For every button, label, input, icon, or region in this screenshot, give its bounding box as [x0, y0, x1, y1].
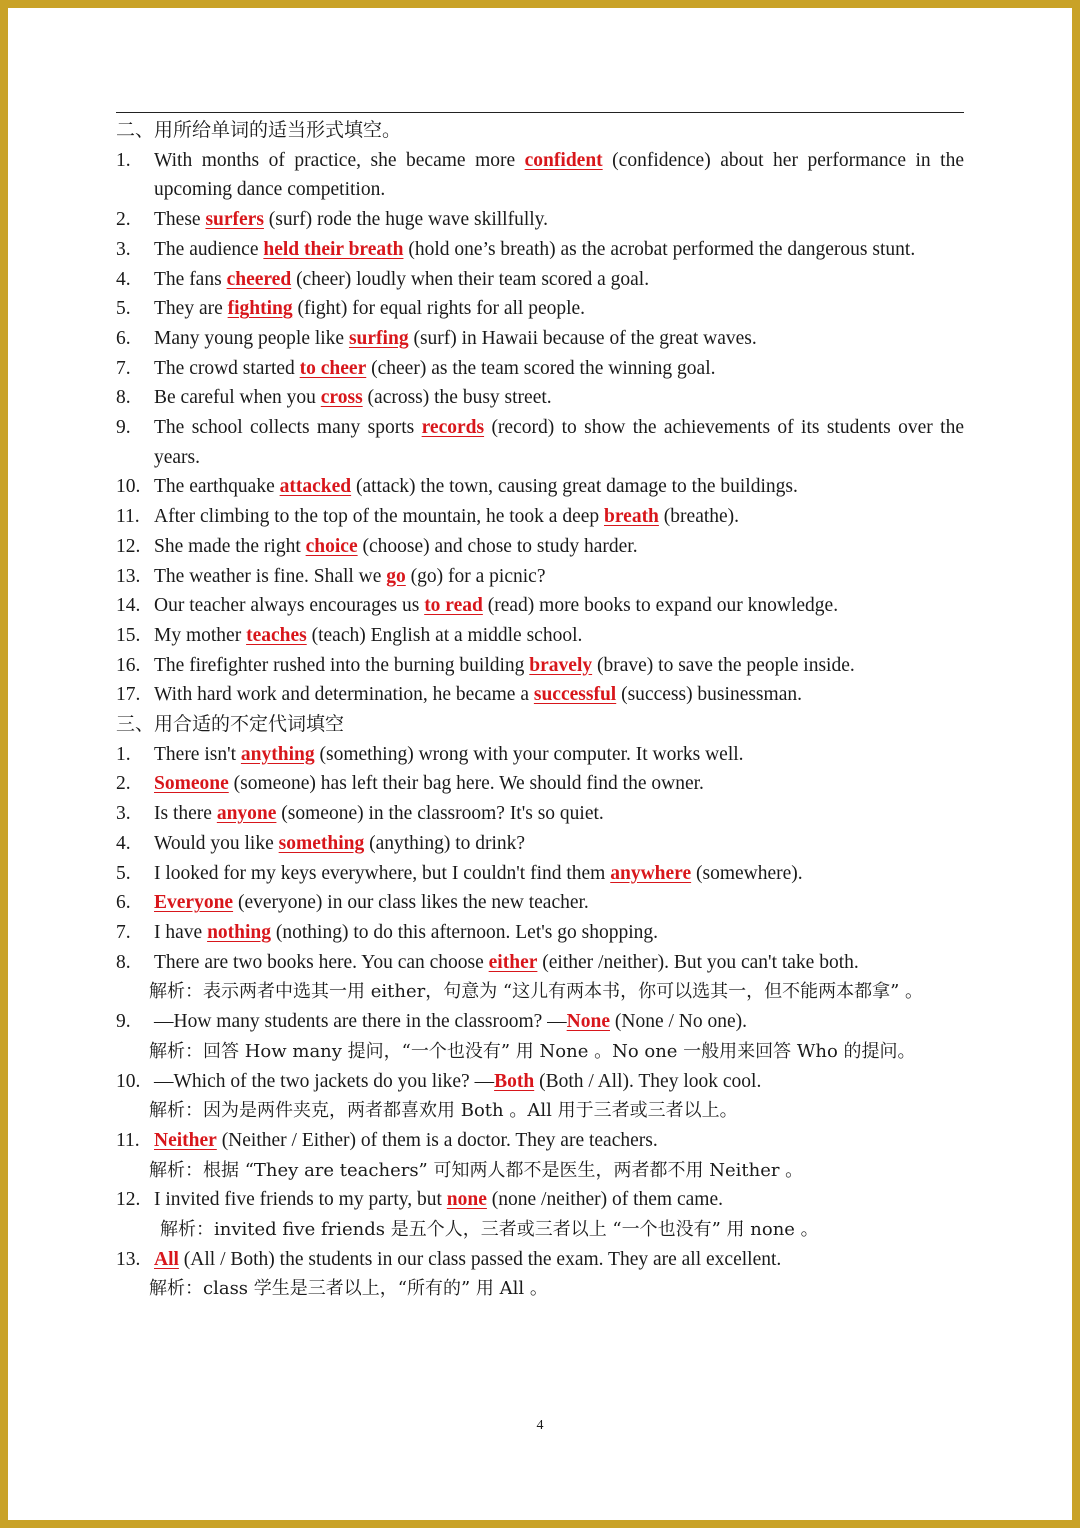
answer: Everyone — [154, 892, 234, 914]
s3-item: 4. Would you like something (anything) to drink? — [116, 832, 526, 854]
s2-item: 13. The weather is fine. Shall we go (go) for a picnic? — [116, 565, 546, 587]
answer: to read — [424, 595, 483, 617]
s3-item: 8. There are two books here. You can choose either (either /neither). But you can't take both. — [116, 951, 859, 973]
answer: Neither — [154, 1129, 217, 1151]
s2-item: 8. Be careful when you cross (across) the busy street. — [116, 387, 552, 409]
top-rule — [116, 112, 964, 113]
s3-item: 1. There isn't anything (something) wrong with your computer. It works well. — [116, 743, 744, 765]
s2-item: 10. The earthquake attacked (attack) the town, causing great damage to the buildings. — [116, 476, 798, 498]
s3-item: 7. I have nothing (nothing) to do this afternoon. Let's go shopping. — [116, 921, 658, 943]
answer: none — [446, 1189, 487, 1211]
s2-item: 5. They are fighting (fight) for equal rights for all people. — [116, 298, 586, 320]
worksheet-page — [8, 8, 1072, 1520]
answer: something — [278, 832, 365, 854]
answer: All — [154, 1248, 179, 1270]
s2-item: 16. The firefighter rushed into the burning building bravely (brave) to save the people inside. — [116, 654, 855, 676]
answer: surfing — [348, 327, 409, 349]
s3-item: 9. —How many students are there in the classroom? —None (None / No one). — [116, 1011, 748, 1033]
s2-item: 11. After climbing to the top of the mountain, he took a deep breath (breathe). — [116, 506, 740, 528]
answer: go — [386, 565, 406, 587]
s3-item: 13. All (All / Both) the students in our class passed the exam. They are all excellent. — [116, 1248, 782, 1270]
answer: Both — [494, 1070, 535, 1092]
worksheet-content — [116, 116, 964, 1304]
explanation-8: 解析：表示两者中选其一用 either，句意为 “这儿有两本书，你可以选其一，但不能两本都拿” 。 — [149, 981, 924, 1003]
answer: to cheer — [299, 357, 367, 379]
answer: nothing — [207, 921, 272, 943]
answer: None — [566, 1011, 610, 1033]
s3-item: 3. Is there anyone (someone) in the classroom? It's so quiet. — [116, 803, 604, 825]
answer: cheered — [226, 268, 292, 290]
s3-item: 10. —Which of the two jackets do you like? —Both (Both / All). They look cool. — [116, 1070, 762, 1092]
s2-item: 9. The school collects many sports records (record) to show the achievements of its students over the years. — [116, 417, 964, 468]
answer: teaches — [246, 624, 307, 646]
s2-item: 17. With hard work and determination, he became a successful (success) businessman. — [116, 684, 802, 706]
s2-item: 3. The audience held their breath (hold one’s breath) as the acrobat performed the dangerous stunt. — [116, 238, 916, 260]
page-number: 4 — [536, 1418, 544, 1433]
explanation-13: 解析：class 学生是三者以上，“所有的” 用 All 。 — [149, 1278, 548, 1300]
answer: successful — [533, 684, 617, 706]
answer: choice — [305, 535, 358, 557]
s2-item: 2. These surfers (surf) rode the huge wave skillfully. — [116, 209, 549, 231]
s2-item: 4. The fans cheered (cheer) loudly when their team scored a goal. — [116, 268, 650, 290]
s2-item: 15. My mother teaches (teach) English at a middle school. — [116, 624, 583, 646]
s3-item: 11. Neither (Neither / Either) of them is a doctor. They are teachers. — [116, 1129, 658, 1151]
answer: held their breath — [263, 238, 404, 260]
answer: bravely — [529, 654, 593, 676]
s3-item: 12. I invited five friends to my party, but none (none /neither) of them came. — [116, 1189, 723, 1211]
answer: confident — [524, 149, 603, 171]
s2-item: 7. The crowd started to cheer (cheer) as the team scored the winning goal. — [116, 357, 716, 379]
answer: attacked — [279, 476, 352, 498]
answer: either — [488, 951, 538, 973]
answer: cross — [320, 387, 363, 409]
s2-item: 14. Our teacher always encourages us to read (read) more books to expand our knowledge. — [116, 595, 839, 617]
answer: surfers — [205, 209, 264, 231]
explanation-11: 解析：根据 “They are teachers” 可知两人都不是医生，两者都不用 Neither 。 — [149, 1159, 804, 1181]
answer: fighting — [227, 298, 293, 320]
section3-title: 三、用合适的不定代词填空 — [116, 713, 345, 736]
answer: records — [421, 417, 485, 439]
explanation-12: 解析：invited five friends 是五个人，三者或三者以上 “一个也没有” 用 none 。 — [160, 1219, 819, 1241]
answer: anything — [240, 743, 315, 765]
answer: breath — [604, 506, 659, 528]
s3-item: 5. I looked for my keys everywhere, but I couldn't find them anywhere (somewhere). — [116, 862, 803, 884]
answer: Someone — [154, 773, 229, 795]
s3-item: 2. Someone (someone) has left their bag here. We should find the owner. — [116, 773, 704, 795]
explanation-10: 解析：因为是两件夹克，两者都喜欢用 Both 。All 用于三者或三者以上。 — [149, 1100, 738, 1122]
answer: anyone — [216, 803, 277, 825]
s2-item: 1. With months of practice, she became more confident (confidence) about her performance in the upcoming dance competition. — [116, 149, 964, 201]
s2-item: 6. Many young people like surfing (surf) in Hawaii because of the great waves. — [116, 327, 757, 349]
section2-title: 二、用所给单词的适当形式填空。 — [116, 119, 402, 141]
s2-item: 12. She made the right choice (choose) and chose to study harder. — [116, 535, 638, 557]
answer: anywhere — [610, 862, 692, 884]
s3-item: 6. Everyone (everyone) in our class likes the new teacher. — [116, 892, 589, 914]
explanation-9: 解析：回答 How many 提问，“一个也没有” 用 None 。No one 一般用来回答 Who 的提问。 — [149, 1040, 916, 1062]
